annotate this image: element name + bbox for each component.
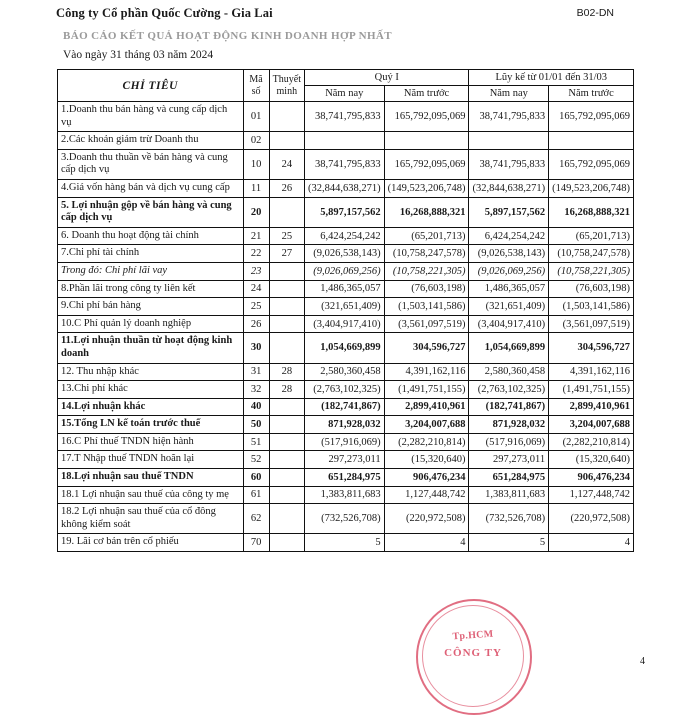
cell-note — [269, 469, 304, 487]
cell-indicator: 19. Lãi cơ bản trên cổ phiếu — [58, 534, 244, 552]
cell-cumulative-last-year: 3,204,007,688 — [549, 416, 634, 434]
cell-indicator: 9.Chi phí bán hàng — [58, 298, 244, 316]
table-row — [58, 469, 634, 487]
col-header-group-quarter: Quý I — [304, 70, 469, 86]
cell-quarter-last-year: (15,320,640) — [384, 451, 469, 469]
cell-code: 62 — [243, 504, 269, 534]
cell-quarter-last-year: 3,204,007,688 — [384, 416, 469, 434]
cell-cumulative-last-year: (15,320,640) — [549, 451, 634, 469]
cell-code: 02 — [243, 132, 269, 150]
cell-quarter-this-year: 2,580,360,458 — [304, 363, 384, 381]
cell-indicator: 13.Chi phí khác — [58, 381, 244, 399]
table-row — [58, 262, 634, 280]
cell-cumulative-last-year: (149,523,206,748) — [549, 179, 634, 197]
company-name: Công ty Cổ phần Quốc Cường - Gia Lai — [56, 6, 273, 20]
cell-quarter-this-year: 38,741,795,833 — [304, 102, 384, 132]
company-seal-stamp — [408, 597, 536, 673]
cell-cumulative-last-year: (220,972,508) — [549, 504, 634, 534]
col-header-note: Thuyết minh — [269, 70, 304, 102]
cell-note — [269, 298, 304, 316]
cell-cumulative-this-year: (9,026,538,143) — [469, 245, 549, 263]
cell-quarter-this-year: (732,526,708) — [304, 504, 384, 534]
cell-note — [269, 197, 304, 227]
table-row — [58, 227, 634, 245]
cell-quarter-this-year: (3,404,917,410) — [304, 315, 384, 333]
cell-indicator: 4.Giá vốn hàng bán và dịch vụ cung cấp — [58, 179, 244, 197]
table-row — [58, 363, 634, 381]
cell-quarter-this-year: (9,026,538,143) — [304, 245, 384, 263]
cell-note: 28 — [269, 363, 304, 381]
cell-indicator: 6. Doanh thu hoạt động tài chính — [58, 227, 244, 245]
cell-cumulative-this-year: (32,844,638,271) — [469, 179, 549, 197]
cell-quarter-last-year: 2,899,410,961 — [384, 398, 469, 416]
cell-quarter-this-year: 1,383,811,683 — [304, 486, 384, 504]
cell-indicator: Trong đó: Chi phí lãi vay — [58, 262, 244, 280]
table-row — [58, 381, 634, 399]
cell-cumulative-last-year: (76,603,198) — [549, 280, 634, 298]
cell-indicator: 15.Tổng LN kế toán trước thuế — [58, 416, 244, 434]
cell-code: 26 — [243, 315, 269, 333]
table-row — [58, 280, 634, 298]
cell-note — [269, 504, 304, 534]
cell-quarter-last-year: (149,523,206,748) — [384, 179, 469, 197]
cell-note: 26 — [269, 179, 304, 197]
table-row — [58, 132, 634, 150]
col-header-group-cumulative: Lũy kế từ 01/01 đến 31/03 — [469, 70, 634, 86]
cell-quarter-this-year: (517,916,069) — [304, 433, 384, 451]
cell-code: 25 — [243, 298, 269, 316]
cell-indicator: 3.Doanh thu thuần về bán hàng và cung cấp dịch vụ — [58, 149, 244, 179]
table-row — [58, 102, 634, 132]
cell-quarter-this-year: 6,424,254,242 — [304, 227, 384, 245]
cell-code: 22 — [243, 245, 269, 263]
cell-quarter-last-year: (2,282,210,814) — [384, 433, 469, 451]
cell-quarter-this-year: (182,741,867) — [304, 398, 384, 416]
cell-quarter-last-year: 1,127,448,742 — [384, 486, 469, 504]
col-header-quarter-last-year: Năm trước — [384, 86, 469, 102]
cell-quarter-last-year: (1,503,141,586) — [384, 298, 469, 316]
cell-quarter-last-year: (65,201,713) — [384, 227, 469, 245]
cell-cumulative-last-year: (10,758,221,305) — [549, 262, 634, 280]
cell-cumulative-this-year: (9,026,069,256) — [469, 262, 549, 280]
cell-note — [269, 451, 304, 469]
cell-cumulative-this-year: 2,580,360,458 — [469, 363, 549, 381]
cell-code: 21 — [243, 227, 269, 245]
cell-indicator: 10.C Phí quản lý doanh nghiệp — [58, 315, 244, 333]
cell-cumulative-this-year: (517,916,069) — [469, 433, 549, 451]
table-row — [58, 433, 634, 451]
cell-indicator: 11.Lợi nhuận thuần từ hoạt động kinh doanh — [58, 333, 244, 363]
cell-quarter-last-year: 4,391,162,116 — [384, 363, 469, 381]
cell-quarter-last-year: 906,476,234 — [384, 469, 469, 487]
cell-cumulative-last-year: 165,792,095,069 — [549, 102, 634, 132]
cell-code: 52 — [243, 451, 269, 469]
cell-indicator: 18.Lợi nhuận sau thuế TNDN — [58, 469, 244, 487]
cell-code: 31 — [243, 363, 269, 381]
cell-note: 25 — [269, 227, 304, 245]
cell-quarter-last-year: (3,561,097,519) — [384, 315, 469, 333]
table-row — [58, 315, 634, 333]
table-row — [58, 486, 634, 504]
cell-cumulative-last-year: (65,201,713) — [549, 227, 634, 245]
cell-code: 40 — [243, 398, 269, 416]
cell-quarter-last-year: 4 — [384, 534, 469, 552]
cell-code: 32 — [243, 381, 269, 399]
seal-mid-text: CÔNG TY — [444, 647, 502, 659]
cell-code: 61 — [243, 486, 269, 504]
cell-indicator: 18.1 Lợi nhuận sau thuế của công ty mẹ — [58, 486, 244, 504]
cell-quarter-this-year: 1,054,669,899 — [304, 333, 384, 363]
cell-cumulative-this-year: 651,284,975 — [469, 469, 549, 487]
cell-indicator: 14.Lợi nhuận khác — [58, 398, 244, 416]
cell-quarter-last-year: (10,758,247,578) — [384, 245, 469, 263]
table-row — [58, 534, 634, 552]
cell-quarter-this-year — [304, 132, 384, 150]
cell-code: 23 — [243, 262, 269, 280]
cell-quarter-last-year: 304,596,727 — [384, 333, 469, 363]
cell-cumulative-this-year: 6,424,254,242 — [469, 227, 549, 245]
cell-code: 51 — [243, 433, 269, 451]
col-header-cumulative-this-year: Năm nay — [469, 86, 549, 102]
table-row — [58, 416, 634, 434]
report-title: BÁO CÁO KẾT QUẢ HOẠT ĐỘNG KINH DOANH HỢP NHẤT — [63, 30, 392, 42]
table-row — [58, 333, 634, 363]
cell-cumulative-last-year: 2,899,410,961 — [549, 398, 634, 416]
cell-cumulative-this-year: (2,763,102,325) — [469, 381, 549, 399]
cell-code: 60 — [243, 469, 269, 487]
cell-code: 50 — [243, 416, 269, 434]
cell-note — [269, 280, 304, 298]
cell-cumulative-last-year: (10,758,247,578) — [549, 245, 634, 263]
cell-indicator: 17.T Nhập thuế TNDN hoãn lại — [58, 451, 244, 469]
table-row — [58, 197, 634, 227]
seal-top-text: Tp.HCM — [452, 628, 494, 643]
cell-cumulative-this-year: 1,054,669,899 — [469, 333, 549, 363]
cell-quarter-this-year: 871,928,032 — [304, 416, 384, 434]
cell-cumulative-this-year: (3,404,917,410) — [469, 315, 549, 333]
cell-code: 10 — [243, 149, 269, 179]
cell-quarter-this-year: (32,844,638,271) — [304, 179, 384, 197]
cell-cumulative-this-year: 5,897,157,562 — [469, 197, 549, 227]
cell-note — [269, 333, 304, 363]
cell-note: 27 — [269, 245, 304, 263]
table-head — [58, 70, 634, 102]
cell-cumulative-this-year: 1,486,365,057 — [469, 280, 549, 298]
cell-quarter-last-year: (10,758,221,305) — [384, 262, 469, 280]
cell-indicator: 16.C Phí thuế TNDN hiện hành — [58, 433, 244, 451]
cell-cumulative-this-year: (321,651,409) — [469, 298, 549, 316]
table-row — [58, 298, 634, 316]
table-row — [58, 504, 634, 534]
cell-cumulative-this-year: 38,741,795,833 — [469, 149, 549, 179]
cell-cumulative-last-year: 906,476,234 — [549, 469, 634, 487]
table-row — [58, 179, 634, 197]
cell-cumulative-last-year: 16,268,888,321 — [549, 197, 634, 227]
page-number: 4 — [640, 656, 645, 667]
cell-quarter-last-year: (1,491,751,155) — [384, 381, 469, 399]
cell-note — [269, 102, 304, 132]
cell-cumulative-this-year — [469, 132, 549, 150]
report-date: Vào ngày 31 tháng 03 năm 2024 — [63, 49, 214, 61]
cell-code: 24 — [243, 280, 269, 298]
cell-quarter-this-year: 5,897,157,562 — [304, 197, 384, 227]
cell-note — [269, 262, 304, 280]
cell-cumulative-this-year: 297,273,011 — [469, 451, 549, 469]
cell-cumulative-last-year: 165,792,095,069 — [549, 149, 634, 179]
cell-cumulative-last-year: 304,596,727 — [549, 333, 634, 363]
cell-quarter-this-year: 5 — [304, 534, 384, 552]
cell-cumulative-last-year: (2,282,210,814) — [549, 433, 634, 451]
cell-quarter-last-year: 16,268,888,321 — [384, 197, 469, 227]
table-row — [58, 245, 634, 263]
cell-cumulative-this-year: 871,928,032 — [469, 416, 549, 434]
cell-note — [269, 433, 304, 451]
cell-quarter-last-year: (76,603,198) — [384, 280, 469, 298]
table-row — [58, 451, 634, 469]
cell-quarter-this-year: (321,651,409) — [304, 298, 384, 316]
cell-cumulative-last-year — [549, 132, 634, 150]
cell-quarter-last-year: 165,792,095,069 — [384, 149, 469, 179]
cell-cumulative-last-year: (3,561,097,519) — [549, 315, 634, 333]
col-header-cumulative-last-year: Năm trước — [549, 86, 634, 102]
cell-indicator: 2.Các khoản giảm trừ Doanh thu — [58, 132, 244, 150]
cell-cumulative-this-year: 1,383,811,683 — [469, 486, 549, 504]
cell-code: 20 — [243, 197, 269, 227]
cell-quarter-this-year: 297,273,011 — [304, 451, 384, 469]
cell-indicator: 12. Thu nhập khác — [58, 363, 244, 381]
cell-quarter-this-year: 651,284,975 — [304, 469, 384, 487]
header-row-1 — [58, 70, 634, 86]
cell-cumulative-this-year: (182,741,867) — [469, 398, 549, 416]
cell-cumulative-last-year: 4,391,162,116 — [549, 363, 634, 381]
cell-cumulative-this-year: 5 — [469, 534, 549, 552]
cell-code: 11 — [243, 179, 269, 197]
cell-indicator: 5. Lợi nhuận gộp về bán hàng và cung cấp dịch vụ — [58, 197, 244, 227]
cell-indicator: 1.Doanh thu bán hàng và cung cấp dịch vụ — [58, 102, 244, 132]
table-body — [58, 102, 634, 552]
income-statement-table — [57, 69, 634, 552]
cell-cumulative-this-year: (732,526,708) — [469, 504, 549, 534]
cell-note — [269, 315, 304, 333]
cell-quarter-last-year: 165,792,095,069 — [384, 102, 469, 132]
cell-quarter-last-year — [384, 132, 469, 150]
cell-note — [269, 416, 304, 434]
cell-code: 70 — [243, 534, 269, 552]
form-code: B02-DN — [576, 7, 614, 19]
cell-quarter-this-year: (9,026,069,256) — [304, 262, 384, 280]
cell-code: 30 — [243, 333, 269, 363]
cell-note — [269, 486, 304, 504]
seal-outer-ring — [416, 599, 532, 715]
table-row — [58, 398, 634, 416]
col-header-indicator: CHỈ TIÊU — [58, 70, 244, 102]
cell-cumulative-last-year: 1,127,448,742 — [549, 486, 634, 504]
table-row — [58, 149, 634, 179]
cell-code: 01 — [243, 102, 269, 132]
cell-quarter-this-year: 38,741,795,833 — [304, 149, 384, 179]
document-header — [8, 6, 674, 21]
cell-note — [269, 132, 304, 150]
cell-indicator: 18.2 Lợi nhuận sau thuế của cổ đông không kiểm soát — [58, 504, 244, 534]
cell-note: 28 — [269, 381, 304, 399]
cell-cumulative-last-year: (1,491,751,155) — [549, 381, 634, 399]
cell-quarter-this-year: 1,486,365,057 — [304, 280, 384, 298]
col-header-code: Mã số — [243, 70, 269, 102]
cell-note — [269, 534, 304, 552]
col-header-quarter-this-year: Năm nay — [304, 86, 384, 102]
cell-indicator: 8.Phần lãi trong công ty liên kết — [58, 280, 244, 298]
cell-note — [269, 398, 304, 416]
cell-cumulative-last-year: (1,503,141,586) — [549, 298, 634, 316]
cell-note: 24 — [269, 149, 304, 179]
seal-inner-ring — [422, 605, 524, 707]
cell-quarter-this-year: (2,763,102,325) — [304, 381, 384, 399]
cell-cumulative-last-year: 4 — [549, 534, 634, 552]
cell-cumulative-this-year: 38,741,795,833 — [469, 102, 549, 132]
cell-indicator: 7.Chi phí tài chính — [58, 245, 244, 263]
cell-quarter-last-year: (220,972,508) — [384, 504, 469, 534]
